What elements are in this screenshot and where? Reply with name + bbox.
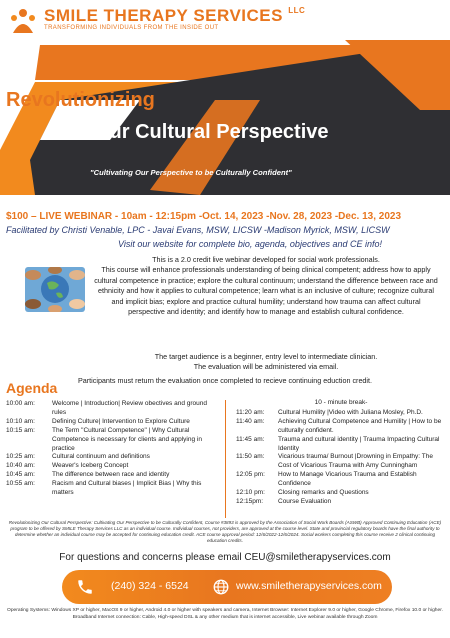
audience-info xyxy=(94,352,438,373)
agenda-left-column xyxy=(6,400,216,498)
agenda-topic: How to Manage Vicarious Trauma and Establish Confidence xyxy=(278,471,417,488)
agenda-time: 12:10 pm: xyxy=(236,489,265,497)
target-audience: The target audience is a beginner, entry level to intermediate clinician. xyxy=(154,352,378,361)
agenda-item xyxy=(236,498,446,507)
agenda-topic: Weaver's Iceberg Concept xyxy=(52,462,129,470)
subtitle: "Cultivating Our Perspective to be Culturally Confident" xyxy=(90,168,292,177)
break-label: 10 - minute break- xyxy=(314,399,368,406)
agenda-time: 10:10 am: xyxy=(6,417,35,425)
agenda-topic: The difference between race and identity xyxy=(52,471,170,479)
contact-question: For questions and concerns please email CEU@smiletherapyservices.com xyxy=(59,552,391,563)
title-line-2: Our Cultural Perspective xyxy=(94,121,329,143)
agenda-topic: Vicarious trauma/ Burnout |Drowning in Empathy: The Cost of Vicarious Trauma with Amy Cunningham xyxy=(278,453,433,470)
agenda-item xyxy=(236,409,446,418)
agenda-item xyxy=(236,436,446,454)
agenda-time: 11:40 am: xyxy=(236,417,265,425)
agenda-time: 10:45 am: xyxy=(6,471,35,479)
evaluation-note: Participants must return the evaluation once completed to recieve continuing eduction credit. xyxy=(77,376,373,385)
agenda-topic: Welcome | Introduction| Review obectives and ground rules xyxy=(52,400,208,416)
agenda-item xyxy=(6,471,216,480)
agenda-topic: The Term "Cultural Competence" | Why Cultural Competence is necessary for clients and applying in practice xyxy=(52,426,202,452)
system-requirements: Operating Systems: Windows XP or higher, MacOS 9 or higher, Android 4.0 or higher with speakers and camera, Internet Browser: Internet Explorer 9.0 or higher, Google Chrome, Firefox 10.0 or higher. Broadband Internet connection: Cable, High-speed DSL & any other medium that is internet accessible, Live webinar available through Zoom xyxy=(7,608,443,620)
agenda-item xyxy=(236,471,446,489)
hands-globe-image xyxy=(25,267,85,312)
agenda-item xyxy=(236,453,446,471)
agenda-time: 11:45 am: xyxy=(236,435,265,443)
agenda-time: 11:50 am: xyxy=(236,453,265,461)
agenda-time: 10:40 am: xyxy=(6,462,35,470)
website-visit-note: Visit our website for complete bio, agenda, objectives and CE info! xyxy=(118,239,382,249)
agenda-item xyxy=(236,418,446,436)
agenda-topic: Cultural Humility |Video with Juliana Mosley, Ph.D. xyxy=(278,408,423,416)
phone-icon xyxy=(76,578,94,596)
agenda-time: 10:25 am: xyxy=(6,453,35,461)
logo-icon xyxy=(8,5,38,35)
evaluation-method: The evaluation will be administered via email. xyxy=(193,362,339,372)
agenda-time: 11:20 am: xyxy=(236,408,265,416)
agenda-item xyxy=(6,462,216,471)
agenda-divider xyxy=(225,400,226,518)
agenda-topic: Achieving Cultural Competence and Humility | How to be culturally confident. xyxy=(278,417,442,434)
agenda-right-column xyxy=(236,399,446,507)
facilitators: Facilitated by Christi Venable, LPC - Javai Evans, MSW, LICSW -Madison Myrick, MSW, LICSW xyxy=(6,225,390,235)
title-line-1: Revolutionizing xyxy=(6,89,155,111)
agenda-heading: Agenda xyxy=(6,380,58,396)
agenda-topic: Defining Culture| Intervention to Explore Culture xyxy=(52,417,190,425)
phone-number[interactable]: (240) 324 - 6524 xyxy=(111,580,189,592)
agenda-item xyxy=(6,427,216,454)
agenda-topic: Cultural continuum and definitions xyxy=(52,453,150,461)
agenda-time: 10:55 am: xyxy=(6,480,35,488)
agenda-time: 10:00 am: xyxy=(6,400,35,407)
agenda-topic: Racism and Cultural biases | Implicit Bias | Why this matters xyxy=(52,480,202,497)
agenda-time: 12:15pm: xyxy=(236,497,264,505)
course-body: This course will enhance professionals understanding of being clinical competent; address how to apply cultural competence in practice; explore the cultural continuum; understand the difference between race and ethnicity and how it applies to cultural competence; learn what is an inclusive of culture; recognize cultural and implicit bias; explore and practice cultural humility; understand how trauma can affect cultural perspective and identity; and identify how to manage and establish cultural confidence. xyxy=(94,265,438,317)
agenda-item xyxy=(6,418,216,427)
website-link[interactable]: www.smiletherapyservices.com xyxy=(236,580,382,592)
agenda-item xyxy=(236,489,446,498)
ace-approval-fine-print: Revolutionizing Our Cultural Perspective: Cultivating Our Perspective to be Culturally Confident, Course #3893 is approved by the Association of Social Work Boards (ASWB) Approved Continuing Education (ACE) program to be offered by SMILE Therapy Services LLC as an individual course. Individual courses, not providers, are approved at the course level. State and provincial regulatory boards have the final authority to determine whether an individual course may be accepted for continuing education credit. ACE course approval period: 12/6/2022-12/6/2024. Social workers completing this course receive 2 clinical continuing education credits. xyxy=(8,520,442,544)
agenda-time: 10:15 am: xyxy=(6,426,35,434)
agenda-item xyxy=(6,480,216,498)
agenda-topic: Trauma and cultural identity | Trauma Impacting Cultural Identity xyxy=(278,435,440,452)
webinar-details: $100 – LIVE WEBINAR - 10am - 12:15pm -Oct. 14, 2023 -Nov. 28, 2023 -Dec. 13, 2023 xyxy=(6,211,402,222)
course-description xyxy=(94,255,438,317)
agenda-item xyxy=(6,453,216,462)
brand-tagline: TRANSFORMING INDIVIDUALS FROM THE INSIDE OUT xyxy=(44,25,219,31)
globe-icon xyxy=(212,578,230,596)
agenda-time: 12:05 pm: xyxy=(236,471,265,479)
brand-name: SMILE THERAPY SERVICES $^{LLC}$ xyxy=(44,6,306,25)
agenda-topic: Closing remarks and Questions xyxy=(278,489,369,497)
course-intro: This is a 2.0 credit live webinar developed for social work professionals. xyxy=(152,255,380,264)
header-background-shapes xyxy=(0,0,450,230)
agenda-item xyxy=(6,400,216,418)
agenda-topic: Course Evaluation xyxy=(278,497,332,505)
